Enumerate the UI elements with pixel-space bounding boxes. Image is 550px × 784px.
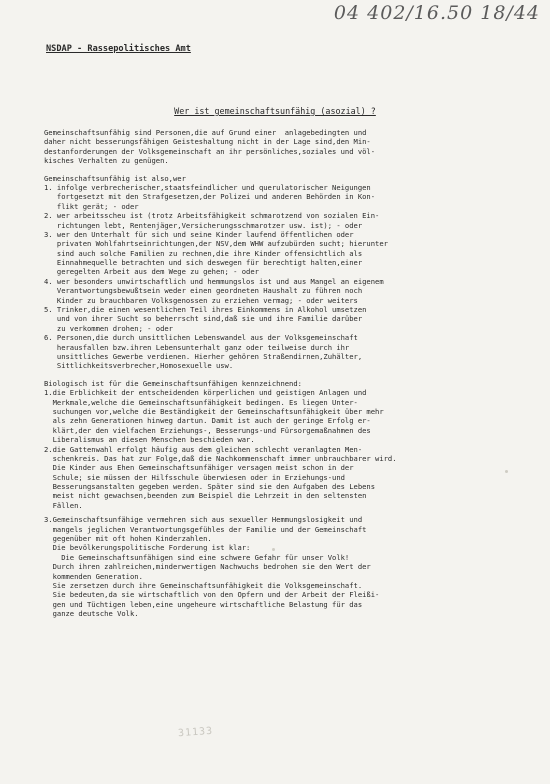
text-line: Sie bedeuten,da sie wirtschaftlich von den Opfern und der Arbeit der Fleißi- — [44, 590, 380, 600]
text-line: kisches Verhalten zu genügen. — [44, 156, 169, 166]
text-line: richtungen lebt, Rentenjäger,Versicherungsschmarotzer usw. ist); - oder — [44, 220, 363, 230]
text-line: schenkreis. Das hat zur Folge,daß die Nachkommenschaft immer unbrauchbarer wird. — [44, 453, 397, 463]
text-line: daher nicht besserungsfähigen Geisteshaltung nicht in der Lage sind,den Min- — [44, 137, 371, 147]
text-line: Die Kinder aus Ehen Gemeinschaftsunfähiger versagen meist schon in der — [44, 463, 354, 473]
text-line: Schule; sie müssen der Hilfsschule überwiesen oder in Erziehungs-und — [44, 472, 345, 482]
text-line: und von ihrer Sucht so beherrscht sind,daß sie und ihre Familie darüber — [44, 314, 363, 324]
text-line: Gemeinschaftsunfähig sind Personen,die auf Grund einer anlagebedingten und — [44, 128, 367, 137]
text-line: 1. infolge verbrecherischer,staatsfeindlicher und querulatorischer Neigungen — [44, 182, 371, 192]
text-line: Sie zersetzen durch ihre Gemeinschaftsunfähigkeit die Volksgemeinschaft. — [44, 580, 363, 590]
text-line: Kinder zu brauchbaren Volksgenossen zu erziehen vermag; - oder weiters — [44, 295, 358, 305]
text-line: gen und Tüchtigen leben,eine ungeheure wirtschaftliche Belastung für das — [44, 599, 363, 609]
text-line: gegenüber mit oft hohen Kinderzahlen. — [44, 534, 212, 544]
list-item — [44, 445, 524, 511]
handwritten-archive-note: 04 402/16.50 18/44 — [333, 2, 540, 24]
text-line: Durch ihren zahlreichen,minderwertigen Nachwuchs bedrohen sie den Wert der — [44, 562, 371, 572]
text-line: 2. wer arbeitsscheu ist (trotz Arbeitsfähigkeit schmarotzend von sozialen Ein- — [44, 211, 380, 221]
text-line: geregelten Arbeit aus dem Wege zu gehen; - oder — [44, 267, 259, 277]
text-line: ganze deutsche Volk. — [44, 609, 139, 619]
text-line: Die bevölkerungspolitische Forderung ist klar: — [44, 543, 251, 553]
text-line: zu verkommen drohen; - oder — [44, 323, 173, 333]
text-line: herausfallen bzw.ihren Lebensunterhalt ganz oder teilweise durch ihr — [44, 342, 350, 352]
text-line: Liberalismus an diesen Menschen beschieden war. — [44, 435, 255, 445]
text-line: privaten Wohlfahrtseinrichtungen,der NSV,dem WHW aufzubürden sucht; hierunter — [44, 239, 388, 249]
faint-stamp-number: 31133 — [177, 725, 214, 740]
paper-speck — [505, 470, 508, 473]
list-item — [44, 305, 524, 333]
text-line: 2.die Gattenwahl erfolgt häufig aus dem gleichen schlecht veranlagten Men- — [44, 444, 363, 454]
list-item — [44, 277, 524, 305]
intro-paragraph — [44, 128, 524, 166]
list-item — [44, 183, 524, 211]
text-line: 3. wer den Unterhalt für sich und seine Kinder laufend öffentlichen oder — [44, 229, 354, 239]
list-item — [44, 515, 524, 618]
document-title: Wer ist gemeinschaftsunfähig (asozial) ? — [174, 106, 376, 116]
text-line: meist nicht gewachsen,beenden zum Beispiel die Lehrzeit in den seltensten — [44, 491, 367, 501]
document-body — [44, 128, 524, 619]
text-line: fortgesetzt mit den Strafgesetzen,der Polizei und anderen Behörden in Kon- — [44, 192, 376, 202]
text-line: unsittliches Gewerbe verdienen. Hierher gehören Straßendirnen,Zuhälter, — [44, 351, 363, 361]
text-line: Verantwortungsbewußtsein weder einen geordneten Haushalt zu führen noch — [44, 286, 363, 296]
text-line: Die Gemeinschaftsunfähigen sind eine schwere Gefahr für unser Volk! — [44, 552, 350, 562]
text-line: Sittlichkeitsverbrecher,Homosexuelle usw. — [44, 361, 234, 371]
text-line: 6. Personen,die durch unsittlichen Lebenswandel aus der Volksgemeinschaft — [44, 333, 358, 343]
text-line: Besserungsanstalten gegeben werden. Später sind sie den Aufgaben des Lebens — [44, 482, 376, 492]
paper-speck — [272, 548, 275, 551]
text-line: 3.Gemeinschaftsunfähige vermehren sich aus sexueller Hemmungslosigkeit und — [44, 515, 363, 525]
text-line: flikt gerät; - oder — [44, 201, 139, 211]
biology-lead: Biologisch ist für die Gemeinschaftsunfähigen kennzeichnend: — [44, 378, 302, 388]
list-item — [44, 230, 524, 277]
document-header: NSDAP - Rassepolitisches Amt — [46, 44, 191, 54]
text-line: 1.die Erblichkeit der entscheidenden körperlichen und geistigen Anlagen und — [44, 388, 367, 398]
list-lead: Gemeinschaftsunfähig ist also,wer — [44, 173, 186, 183]
text-line: Einnahmequelle betrachten und sich deswegen für berechtigt halten,einer — [44, 258, 363, 268]
text-line: 5. Trinker,die einen wesentlichen Teil ihres Einkommens in Alkohol umsetzen — [44, 305, 367, 315]
text-line: klärt,der den vielfachen Erziehungs-, Besserungs-und Fürsorgemaßnahmen des — [44, 425, 371, 435]
text-line: kommenden Generation. — [44, 571, 143, 581]
text-line: suchungen vor,welche die Beständigkeit der Gemeinschaftsunfähigkeit über mehr — [44, 406, 384, 416]
text-line: 4. wer besonders unwirtschaftlich und hemmungslos ist und aus Mangel an eigenem — [44, 276, 384, 286]
list-item — [44, 211, 524, 230]
text-line: Merkmale,welche die Gemeinschaftsunfähigkeit bedingen. Es liegen Unter- — [44, 397, 358, 407]
text-line: mangels jeglichen Verantwortungsgefühles der Familie und der Gemeinschaft — [44, 524, 367, 534]
text-line: Fällen. — [44, 500, 83, 510]
text-line: sind auch solche Familien zu rechnen,die ihre Kinder offensichtlich als — [44, 248, 363, 258]
text-line: destanforderungen der Volksgemeinschaft an ihr persönliches,soziales und völ- — [44, 146, 376, 156]
list-item — [44, 388, 524, 444]
list-item — [44, 333, 524, 371]
text-line: als zehn Generationen hinweg dartun. Damit ist auch der geringe Erfolg er- — [44, 416, 371, 426]
